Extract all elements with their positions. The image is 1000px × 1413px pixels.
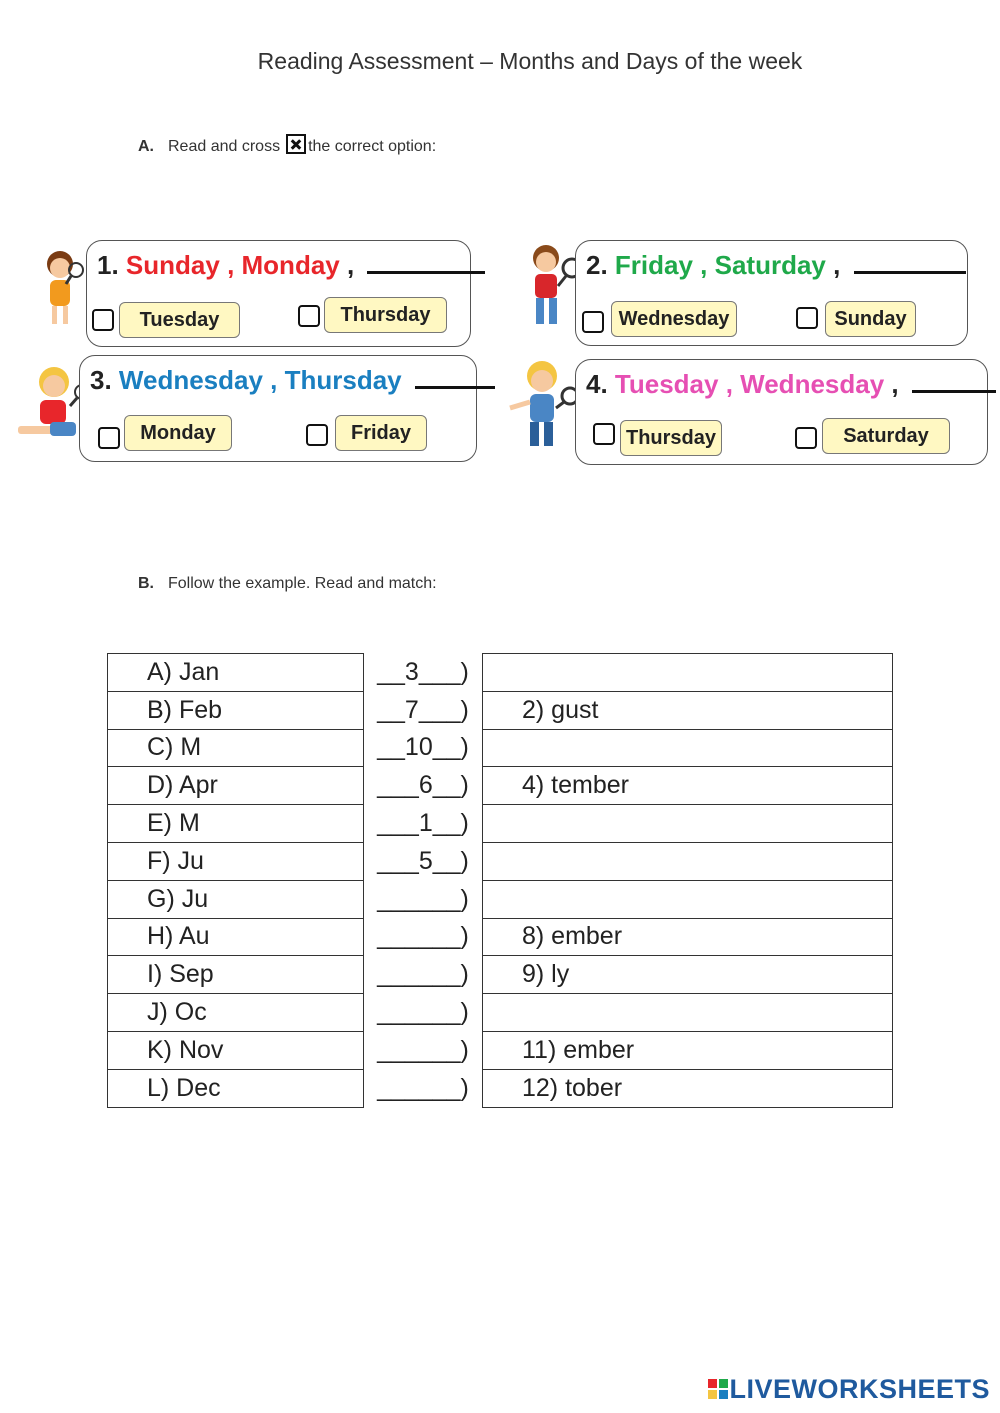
girl-magnifier-icon [38, 246, 88, 328]
question-3-checkbox-2[interactable] [306, 424, 328, 446]
question-3-option-2[interactable]: Friday [335, 415, 427, 451]
month-match-table [107, 653, 893, 1108]
question-4-day2: Wednesday [740, 369, 885, 399]
month-start-cell: B) Feb [108, 691, 364, 729]
question-4-day1: Tuesday [614, 369, 719, 399]
question-1-day2: Monday [241, 250, 340, 280]
month-end-cell [483, 654, 893, 692]
table-row [108, 654, 893, 692]
question-2-checkbox-2[interactable] [796, 307, 818, 329]
answer-cell[interactable]: ______) [377, 922, 469, 951]
month-end-cell [483, 842, 893, 880]
page-title: Reading Assessment – Months and Days of the week [257, 48, 803, 74]
month-end-cell: 12) tober [483, 1069, 893, 1107]
month-start-cell: H) Au [108, 918, 364, 956]
month-start-cell: F) Ju [108, 842, 364, 880]
question-2-number: 2. [586, 250, 608, 280]
section-a-letter: A. [138, 138, 154, 155]
month-start-cell: E) M [108, 805, 364, 843]
question-2-day1: Friday [614, 250, 693, 280]
answer-cell[interactable]: __10__) [377, 733, 469, 762]
question-1-number: 1. [97, 250, 119, 280]
month-start-cell: G) Ju [108, 880, 364, 918]
month-start-cell: D) Apr [108, 767, 364, 805]
month-start-cell: K) Nov [108, 1031, 364, 1069]
question-2-blank [854, 249, 966, 274]
section-b-letter: B. [138, 575, 154, 592]
table-row [108, 767, 893, 805]
answer-cell[interactable]: ___6__) [377, 771, 469, 800]
answer-cell[interactable]: ______) [377, 884, 469, 913]
month-end-cell [483, 880, 893, 918]
question-3-number: 3. [90, 365, 112, 395]
question-2-day2: Saturday [714, 250, 826, 280]
question-1-day1: Sunday [125, 250, 220, 280]
answer-cell[interactable]: ___5__) [377, 846, 469, 875]
question-4-checkbox-1[interactable] [593, 423, 615, 445]
question-4-option-2[interactable]: Saturday [822, 418, 950, 454]
section-b-instruction [138, 575, 437, 593]
month-start-cell: C) M [108, 729, 364, 767]
question-2-sequence: 2. Friday , Saturday , [586, 249, 966, 281]
month-start-cell: A) Jan [108, 654, 364, 692]
month-end-cell [483, 994, 893, 1032]
table-row [108, 691, 893, 729]
section-a-instruction [138, 134, 436, 156]
month-start-cell: J) Oc [108, 994, 364, 1032]
answer-cell[interactable]: __7___) [377, 695, 469, 724]
question-2-option-1[interactable]: Wednesday [611, 301, 737, 337]
question-1-checkbox-1[interactable] [92, 309, 114, 331]
question-4-option-1[interactable]: Thursday [620, 420, 722, 456]
boy-walking-magnifier-icon [506, 356, 582, 456]
question-1-option-1[interactable]: Tuesday [119, 302, 240, 338]
month-end-cell [483, 729, 893, 767]
month-end-cell: 4) tember [483, 767, 893, 805]
month-end-cell: 11) ember [483, 1031, 893, 1069]
question-1-sequence: 1. Sunday , Monday , [97, 249, 485, 281]
cross-box-icon [286, 134, 306, 154]
table-row [108, 880, 893, 918]
section-b-text: Follow the example. Read and match: [168, 575, 437, 592]
month-end-cell: 9) ly [483, 956, 893, 994]
question-2-checkbox-1[interactable] [582, 311, 604, 333]
question-1-checkbox-2[interactable] [298, 305, 320, 327]
table-row [108, 918, 893, 956]
logo-grid-icon [707, 1378, 729, 1400]
answer-cell[interactable]: ______) [377, 998, 469, 1027]
question-3-option-1[interactable]: Monday [124, 415, 232, 451]
question-3-blank [415, 364, 495, 389]
month-end-cell: 2) gust [483, 691, 893, 729]
table-row [108, 1031, 893, 1069]
month-end-cell [483, 805, 893, 843]
answer-cell[interactable]: ______) [377, 1035, 469, 1064]
question-3-checkbox-1[interactable] [98, 427, 120, 449]
question-4-number: 4. [586, 369, 608, 399]
table-row [108, 956, 893, 994]
liveworksheets-logo [707, 1374, 990, 1405]
question-4-checkbox-2[interactable] [795, 427, 817, 449]
question-4-sequence: 4. Tuesday , Wednesday , [586, 368, 996, 400]
logo-text: LIVEWORKSHEETS [729, 1374, 990, 1404]
month-start-cell: L) Dec [108, 1069, 364, 1107]
table-row [108, 805, 893, 843]
answer-cell[interactable]: __3___) [377, 657, 469, 686]
table-row [108, 842, 893, 880]
question-3-day1: Wednesday [118, 365, 263, 395]
section-a-text-before: Read and cross [168, 138, 281, 155]
question-2-option-2[interactable]: Sunday [825, 301, 916, 337]
month-end-cell: 8) ember [483, 918, 893, 956]
answer-cell[interactable]: ___1__) [377, 809, 469, 838]
question-1-option-2[interactable]: Thursday [324, 297, 447, 333]
question-1-blank [367, 249, 485, 274]
table-row [108, 1069, 893, 1107]
question-4-blank [912, 368, 996, 393]
question-3-sequence: 3. Wednesday , Thursday [90, 364, 495, 396]
question-3-day2: Thursday [284, 365, 402, 395]
month-start-cell: I) Sep [108, 956, 364, 994]
girl-sitting-magnifier-icon [10, 360, 90, 444]
table-row [108, 729, 893, 767]
answer-cell[interactable]: ______) [377, 960, 469, 989]
table-row [108, 994, 893, 1032]
answer-cell[interactable]: ______) [377, 1073, 469, 1102]
section-a-text-after: the correct option: [308, 138, 437, 155]
